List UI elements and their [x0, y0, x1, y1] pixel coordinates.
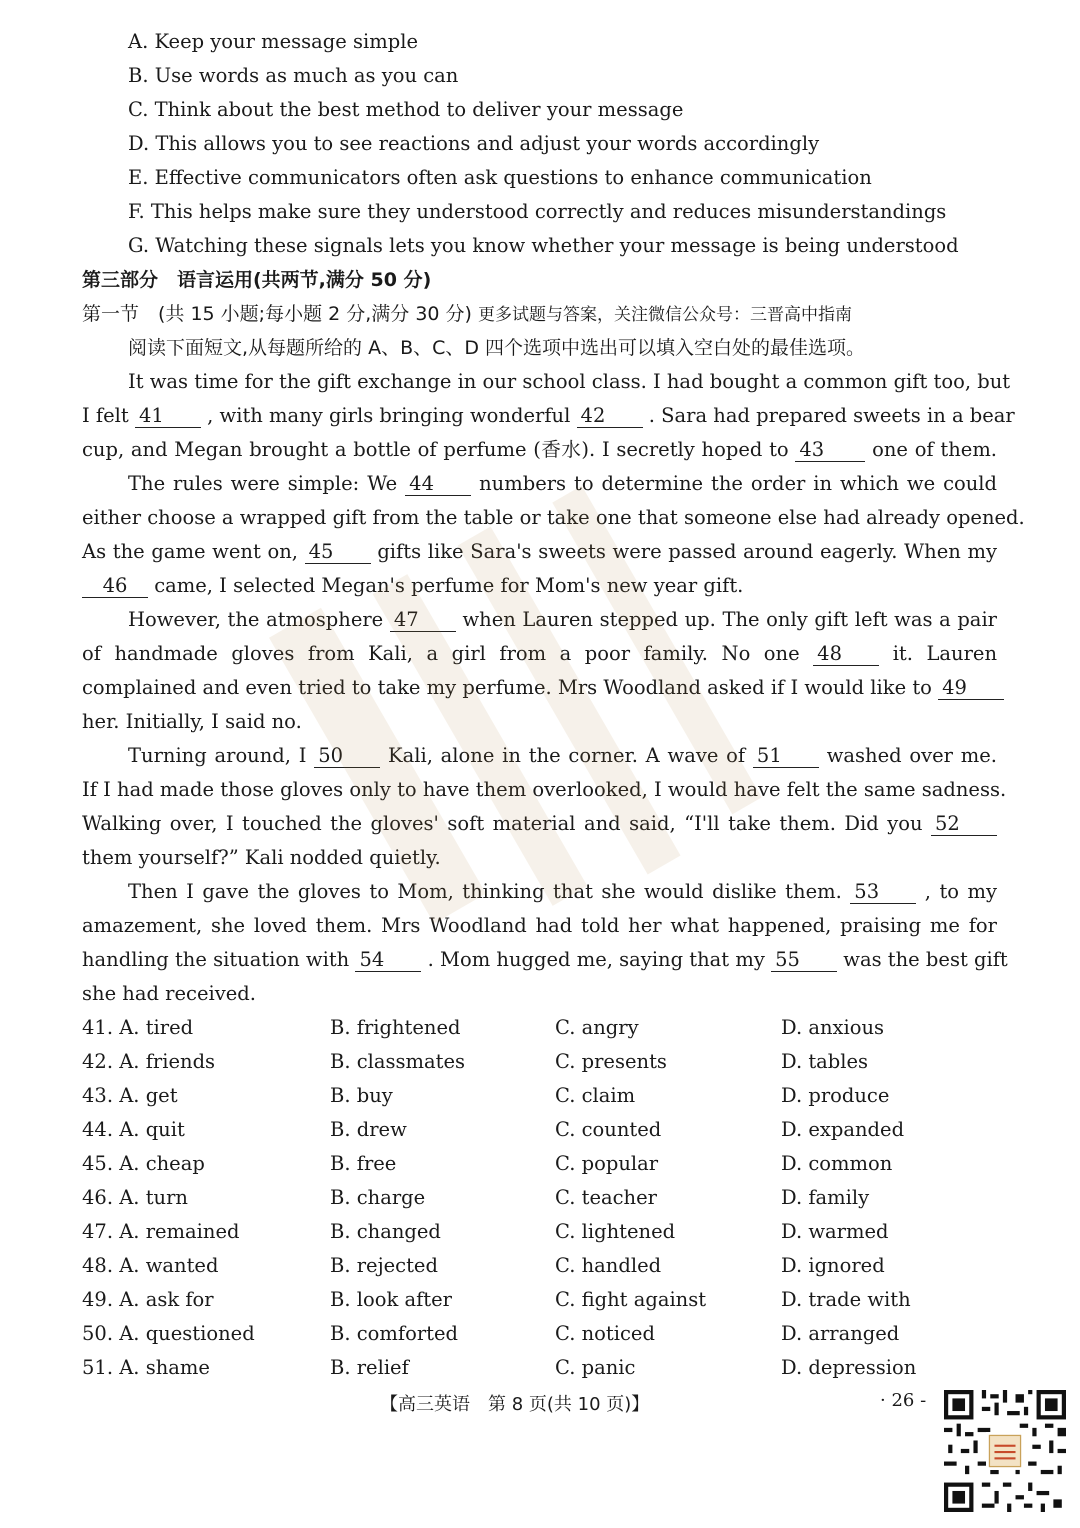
blank-41: 41 [135, 405, 201, 428]
passage-line [82, 807, 997, 841]
passage-text: of handmade gloves from Kali, a girl from a poor family. No one [82, 642, 800, 665]
blank-53: 53 [850, 881, 916, 904]
passage-text: I felt [82, 404, 129, 427]
page-number: · 26 - [880, 1390, 927, 1411]
passage-text: . Sara had prepared sweets in a bear [648, 404, 1015, 427]
choice-d: D. common [781, 1152, 893, 1175]
passage-line [82, 671, 997, 705]
passage-line: If I had made those gloves only to have them overlooked, I would have felt the same sadness. [82, 778, 1007, 801]
passage-text: Turning around, I [128, 744, 307, 767]
passage-line [128, 603, 997, 637]
subsection-note: 更多试题与答案，关注微信公众号：三晋高中指南 [478, 305, 852, 325]
passage-text: was the best gift [843, 948, 1008, 971]
choice-d: D. trade with [781, 1288, 911, 1311]
blank-45: 45 [305, 541, 371, 564]
choice-c: C. panic [555, 1356, 636, 1379]
passage-line [82, 399, 1015, 433]
choice-a: 46. A. turn [82, 1186, 188, 1209]
passage-text: came, I selected Megan's perfume for Mom's new year gift. [154, 574, 744, 597]
option-d: D. This allows you to see reactions and adjust your words accordingly [128, 132, 820, 155]
passage-line [128, 875, 997, 909]
option-c: C. Think about the best method to deliver your message [128, 98, 684, 121]
blank-55: 55 [771, 949, 837, 972]
blank-52: 52 [931, 813, 997, 836]
choice-b: B. frightened [330, 1016, 461, 1039]
option-b: B. Use words as much as you can [128, 64, 459, 87]
option-e: E. Effective communicators often ask questions to enhance communication [128, 166, 872, 189]
passage-text: Then I gave the gloves to Mom, thinking that she would dislike them. [128, 880, 842, 903]
passage-text: washed over me. [826, 744, 998, 767]
passage-line: she had received. [82, 982, 256, 1005]
choice-c: C. noticed [555, 1322, 655, 1345]
choice-b: B. drew [330, 1118, 407, 1141]
choice-a: 42. A. friends [82, 1050, 216, 1073]
passage-line: either choose a wrapped gift from the table or take one that someone else had already opened. [82, 506, 1025, 529]
choice-c: C. counted [555, 1118, 662, 1141]
choice-c: C. lightened [555, 1220, 676, 1243]
blank-43: 43 [795, 439, 865, 462]
choice-a: 44. A. quit [82, 1118, 185, 1141]
passage-text: it. Lauren [892, 642, 998, 665]
blank-42: 42 [577, 405, 643, 428]
choice-d: D. tables [781, 1050, 869, 1073]
choice-c: C. fight against [555, 1288, 707, 1311]
instruction: 阅读下面短文,从每题所给的 A、B、C、D 四个选项中选出可以填入空白处的最佳选项。 [128, 337, 866, 359]
passage-text: numbers to determine the order in which we could [479, 472, 998, 495]
choice-b: B. rejected [330, 1254, 438, 1277]
blank-54: 54 [355, 949, 421, 972]
blank-47: 47 [390, 609, 456, 632]
choice-a: 41. A. tired [82, 1016, 194, 1039]
choice-d: D. depression [781, 1356, 917, 1379]
passage-text: one of them. [872, 438, 998, 461]
blank-46: 46 [82, 575, 148, 598]
choice-a: 49. A. ask for [82, 1288, 214, 1311]
blank-51: 51 [753, 745, 819, 768]
passage-text: , with many girls bringing wonderful [207, 404, 571, 427]
choice-b: B. changed [330, 1220, 441, 1243]
passage-line: them yourself?” Kali nodded quietly. [82, 846, 441, 869]
choice-d: D. anxious [781, 1016, 885, 1039]
passage-text: However, the atmosphere [128, 608, 384, 631]
choice-c: C. handled [555, 1254, 662, 1277]
passage-line: her. Initially, I said no. [82, 710, 302, 733]
passage-line [82, 433, 997, 467]
choice-b: B. relief [330, 1356, 409, 1379]
choice-a: 50. A. questioned [82, 1322, 255, 1345]
choice-a: 47. A. remained [82, 1220, 240, 1243]
choice-a: 43. A. get [82, 1084, 178, 1107]
choice-b: B. charge [330, 1186, 426, 1209]
blank-49: 49 [938, 677, 1004, 700]
option-g: G. Watching these signals lets you know whether your message is being understood [128, 234, 959, 257]
passage-line: It was time for the gift exchange in our school class. I had bought a common gift too, but [128, 370, 1011, 393]
passage-text: The rules were simple: We [128, 472, 398, 495]
choice-b: B. look after [330, 1288, 452, 1311]
passage-line: amazement, she loved them. Mrs Woodland had told her what happened, praising me for [82, 914, 997, 937]
choice-c: C. angry [555, 1016, 639, 1039]
choice-c: C. teacher [555, 1186, 657, 1209]
choice-a: 51. A. shame [82, 1356, 210, 1379]
page-footer: 【高三英语 第 8 页(共 10 页)】 [380, 1394, 650, 1415]
passage-text: gifts like Sara's sweets were passed around eagerly. When my [377, 540, 997, 563]
blank-44: 44 [405, 473, 471, 496]
blank-50: 50 [314, 745, 380, 768]
choice-d: D. produce [781, 1084, 890, 1107]
passage-text: complained and even tried to take my perfume. Mrs Woodland asked if I would like to [82, 676, 932, 699]
passage-text: As the game went on, [82, 540, 298, 563]
passage-text: Kali, alone in the corner. A wave of [388, 744, 746, 767]
passage-text: cup, and Megan brought a bottle of perfume (香水). I secretly hoped to [82, 438, 789, 461]
passage-line [82, 637, 997, 671]
choice-b: B. buy [330, 1084, 393, 1107]
subsection-title-text: 第一节 (共 15 小题;每小题 2 分,满分 30 分) [82, 303, 472, 325]
blank-48: 48 [813, 643, 879, 666]
choice-b: B. classmates [330, 1050, 466, 1073]
subsection-title [82, 297, 852, 332]
choice-c: C. presents [555, 1050, 667, 1073]
passage-text: when Lauren stepped up. The only gift left was a pair [462, 608, 997, 631]
choice-a: 48. A. wanted [82, 1254, 219, 1277]
choice-a: 45. A. cheap [82, 1152, 205, 1175]
choice-c: C. claim [555, 1084, 636, 1107]
passage-line [82, 535, 997, 569]
passage-text: handling the situation with [82, 948, 350, 971]
choice-d: D. ignored [781, 1254, 885, 1277]
choice-b: B. free [330, 1152, 397, 1175]
choice-d: D. warmed [781, 1220, 889, 1243]
passage-text: , to my [924, 880, 997, 903]
passage-line [128, 467, 997, 501]
option-a: A. Keep your message simple [128, 30, 419, 53]
passage-line [82, 569, 743, 603]
choice-d: D. family [781, 1186, 870, 1209]
passage-text: . Mom hugged me, saying that my [427, 948, 765, 971]
passage-line [128, 739, 997, 773]
passage-line [82, 943, 1008, 977]
section-title: 第三部分 语言运用(共两节,满分 50 分) [82, 269, 432, 291]
passage-text: Walking over, I touched the gloves' soft material and said, “I'll take them. Did you [82, 812, 923, 835]
option-f: F. This helps make sure they understood correctly and reduces misunderstandings [128, 200, 947, 223]
qr-code-icon [944, 1390, 1066, 1512]
choice-c: C. popular [555, 1152, 659, 1175]
choice-d: D. expanded [781, 1118, 905, 1141]
choice-b: B. comforted [330, 1322, 459, 1345]
choice-d: D. arranged [781, 1322, 900, 1345]
